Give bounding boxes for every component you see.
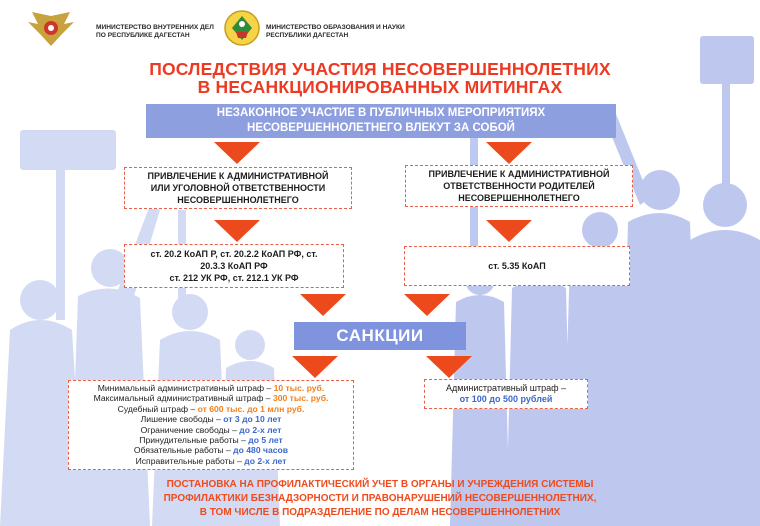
person-head [703,183,747,227]
person-head [235,330,265,360]
sanction-type: Ограничение свободы – [140,424,240,435]
sanction-type: Обязательные работы – [133,445,234,456]
arrow-down-icon [404,294,450,316]
sanction-type: Минимальный административный штраф – [97,383,274,393]
protest-sign [700,36,754,84]
sanction-row [69,404,353,414]
person-head [172,294,208,330]
sanction-row [69,456,353,466]
sanction-type: Судебный штраф – [117,403,198,414]
sanction-type: Принудительные работы – [139,435,249,446]
mvd-label: МИНИСТЕРСТВО ВНУТРЕННИХ ДЕЛ ПО РЕСПУБЛИКЕ ДАГЕСТАН [96,24,214,39]
parent-liability-box: ПРИВЛЕЧЕНИЕ К АДМИНИСТРАТИВНОЙ ОТВЕТСТВЕННОСТИ РОДИТЕЛЕЙ НЕСОВЕРШЕННОЛЕТНЕГО [405,165,633,207]
sanction-row [69,414,353,424]
sanction-row [69,383,353,393]
footer-note: ПОСТАНОВКА НА ПРОФИЛАКТИЧЕСКИЙ УЧЕТ В ОРГАНЫ И УЧРЕЖДЕНИЯ СИСТЕМЫ ПРОФИЛАКТИКИ БЕЗНАДЗОРНОСТИ И ПРАВОНАРУШЕНИЙ НЕСОВЕРШЕННОЛЕТНИХ, В ТОМ ЧИСЛЕ В ПОДРАЗДЕЛЕНИЕ ПО ДЕЛАМ НЕСОВЕРШЕННОЛЕТНИХ [163,479,597,518]
person-head [582,212,618,248]
sanction-row [69,425,353,435]
parent-fine-box [424,379,588,409]
minobr-emblem-icon [224,8,260,48]
arrow-down-icon [292,356,338,378]
sanction-row [69,393,353,403]
arrow-down-icon [214,142,260,164]
arrow-down-icon [486,142,532,164]
sign-pole [722,80,730,190]
arrow-down-icon [486,220,532,242]
arrow-down-icon [426,356,472,378]
page-title: ПОСЛЕДСТВИЯ УЧАСТИЯ НЕСОВЕРШЕННОЛЕТНИХ В НЕСАНКЦИОНИРОВАННЫХ МИТИНГАХ [149,59,611,97]
sanction-value: до 5 лет [248,435,283,446]
sanction-value: до 480 часов [233,445,289,456]
parent-articles-box: ст. 5.35 КоАП [404,246,630,286]
sanction-value: 300 тыс. руб. [272,393,329,404]
sanction-type: Лишение свободы – [140,414,224,425]
intro-banner: НЕЗАКОННОЕ УЧАСТИЕ В ПУБЛИЧНЫХ МЕРОПРИЯТИЯХ НЕСОВЕРШЕННОЛЕТНЕГО ВЛЕКУТ ЗА СОБОЙ [146,104,616,138]
sanction-type: Исправительные работы – [135,455,245,466]
arrow-down-icon [214,220,260,242]
minor-liability-box: ПРИВЛЕЧЕНИЕ К АДМИНИСТРАТИВНОЙ ИЛИ УГОЛОВНОЙ ОТВЕТСТВЕННОСТИ НЕСОВЕРШЕННОЛЕТНЕГО [124,167,352,209]
mvd-emblem-icon [26,10,76,50]
sanction-type: Максимальный административный штраф – [93,393,273,404]
sanction-row [69,445,353,455]
parent-fine-amount: от 100 до 500 рублей [459,394,553,404]
sanction-value: от 3 до 10 лет [223,414,282,425]
sanctions-heading: САНКЦИИ [294,322,466,350]
parent-fine-label: Административный штраф – [445,383,567,393]
sanction-value: 10 тыс. руб. [273,383,325,393]
sanction-row [69,435,353,445]
sanction-value: до 2-х лет [244,455,287,466]
minor-sanctions-list [68,380,354,470]
person-head [20,280,60,320]
minor-articles-box: ст. 20.2 КоАП Р, ст. 20.2.2 КоАП РФ, ст. 20.3.3 КоАП РФ ст. 212 УК РФ, ст. 212.1 УК РФ [124,244,344,288]
minobr-label: МИНИСТЕРСТВО ОБРАЗОВАНИЯ И НАУКИ РЕСПУБЛИКИ ДАГЕСТАН [266,24,405,39]
sanction-value: до 2-х лет [239,424,282,435]
arrow-down-icon [300,294,346,316]
protest-sign [20,130,116,170]
sanction-value: от 600 тыс. до 1 млн руб. [197,403,305,414]
